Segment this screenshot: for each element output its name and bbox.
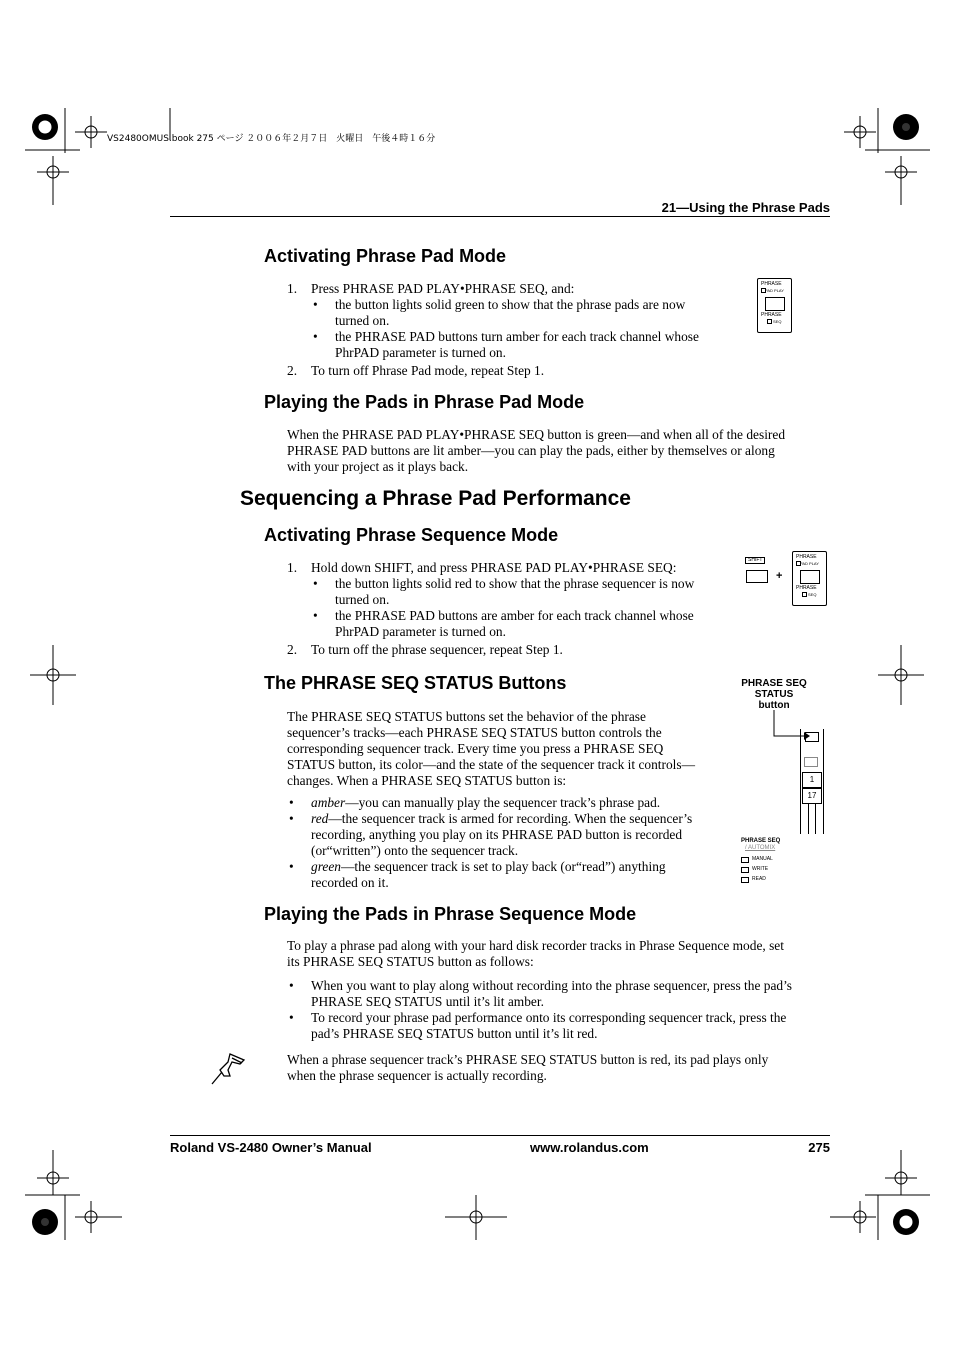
paragraph-status-buttons: The PHRASE SEQ STATUS buttons set the behavior of the phrase sequencer’s tracks—each PHRASE SEQ STATUS button controls the corresponding sequencer track. Every time you press a PHRASE SEQ STATUS button, its color—and the state of the sequencer track it controls—changes. When a PHRASE SEQ STATUS button is: [287, 709, 695, 788]
led-icon [761, 288, 766, 293]
paragraph-playing-seq: To play a phrase pad along with your hard disk recorder tracks in Phrase Sequence mode, set its PHRASE SEQ STATUS button as follows: [287, 938, 784, 969]
list-item: • amber—you can manually play the sequencer track’s phrase pad. [287, 795, 707, 811]
footer-manual-title: Roland VS-2480 Owner’s Manual [170, 1140, 372, 1155]
channel-number-17: 17 [802, 788, 822, 804]
channel-number-1: 1 [802, 772, 822, 788]
file-info-slug: VS2480OMUS.book 275 ページ ２００６年２月７日 火曜日 午後４時１６分 [107, 134, 436, 144]
heading-playing-pad: Playing the Pads in Phrase Pad Mode [264, 392, 585, 412]
step-2: 2. To turn off the phrase sequencer, repeat Step 1. [287, 642, 563, 657]
heading-activating-phrase-pad: Activating Phrase Pad Mode [264, 246, 507, 266]
led-icon [767, 319, 772, 324]
steps-activating-seq [287, 560, 717, 658]
led-icon [796, 561, 801, 566]
button-icon [765, 297, 785, 311]
list-item: • green—the sequencer track is set to play back (or“read”) anything recorded on it. [287, 859, 707, 891]
footer-rule [170, 1135, 830, 1136]
heading-sequencing: Sequencing a Phrase Pad Performance [240, 487, 631, 510]
button-icon [800, 570, 820, 584]
step-1: 1. Press PHRASE PAD PLAY•PHRASE SEQ, and: [287, 281, 575, 296]
legend-item: WRITE [741, 866, 780, 873]
list-item: • When you want to play along without recording into the phrase sequencer, press the pad’s PHRASE SEQ STATUS until it’s lit amber. [287, 978, 797, 1010]
header-rule [170, 216, 830, 217]
status-legend: PHRASE SEQ / AUTOMIX MANUAL WRITE READ [741, 838, 781, 882]
list-item: • the button lights solid red to show that the phrase sequencer is now turned on. [311, 576, 717, 608]
note-text: When a phrase sequencer track’s PHRASE SEQ STATUS button is red, its pad plays only when the phrase sequencer is actually recording. [287, 1052, 769, 1083]
footer-website: www.rolandus.com [530, 1140, 649, 1155]
step-2: 2. To turn off Phrase Pad mode, repeat Step 1. [287, 363, 545, 378]
status-bullets [287, 795, 707, 891]
playing-seq-bullets [287, 978, 797, 1042]
plus-sign: + [776, 570, 783, 582]
legend-item: MANUAL [741, 856, 780, 863]
heading-playing-seq: Playing the Pads in Phrase Sequence Mode [264, 904, 637, 924]
steps-activating-pad [287, 281, 707, 379]
phrase-pad-play-button-figure: PHRASE PAD PLAY PHRASE SEQ [757, 278, 792, 333]
led-icon [802, 592, 807, 597]
list-item: • the PHRASE PAD buttons are amber for each track channel whose PhrPAD parameter is turned on. [311, 608, 717, 640]
step-1: 1. Hold down SHIFT, and press PHRASE PAD PLAY•PHRASE SEQ: [287, 560, 677, 575]
phrase-pad-play-button-figure: PHRASE PAD PLAY PHRASE SEQ [792, 551, 827, 606]
button-icon [804, 757, 818, 767]
list-item: • the PHRASE PAD buttons turn amber for each track channel whose PhrPAD parameter is turned on. [311, 329, 707, 361]
pushpin-note-icon [210, 1050, 250, 1086]
fader-track [808, 803, 816, 834]
status-button-icon [805, 732, 819, 742]
page-number: 275 [808, 1140, 830, 1155]
legend-item: READ [741, 876, 780, 883]
list-item: • To record your phrase pad performance onto its corresponding sequencer track, press the pad’s PHRASE SEQ STATUS button until it’s lit red. [287, 1010, 797, 1042]
status-button-callout: PHRASE SEQ STATUS button [741, 678, 807, 711]
paragraph-playing-pad: When the PHRASE PAD PLAY•PHRASE SEQ button is green—and when all of the desired PHRASE PAD buttons are lit amber—you can play the pads, either by themselves or along with your project as it plays back. [287, 427, 786, 474]
heading-status-buttons: The PHRASE SEQ STATUS Buttons [264, 673, 567, 693]
button-icon [746, 570, 768, 583]
shift-button-figure: SHIFT [745, 556, 771, 588]
list-item: • the button lights solid green to show that the phrase pads are now turned on. [311, 297, 707, 329]
list-item: • red—the sequencer track is armed for recording. When the sequencer’s recording, anything you play on its PHRASE PAD button is recorded (or“written”) onto the sequencer track. [287, 811, 707, 859]
running-head: 21—Using the Phrase Pads [661, 200, 830, 215]
channel-strip [800, 729, 824, 834]
heading-activating-seq: Activating Phrase Sequence Mode [264, 525, 559, 545]
